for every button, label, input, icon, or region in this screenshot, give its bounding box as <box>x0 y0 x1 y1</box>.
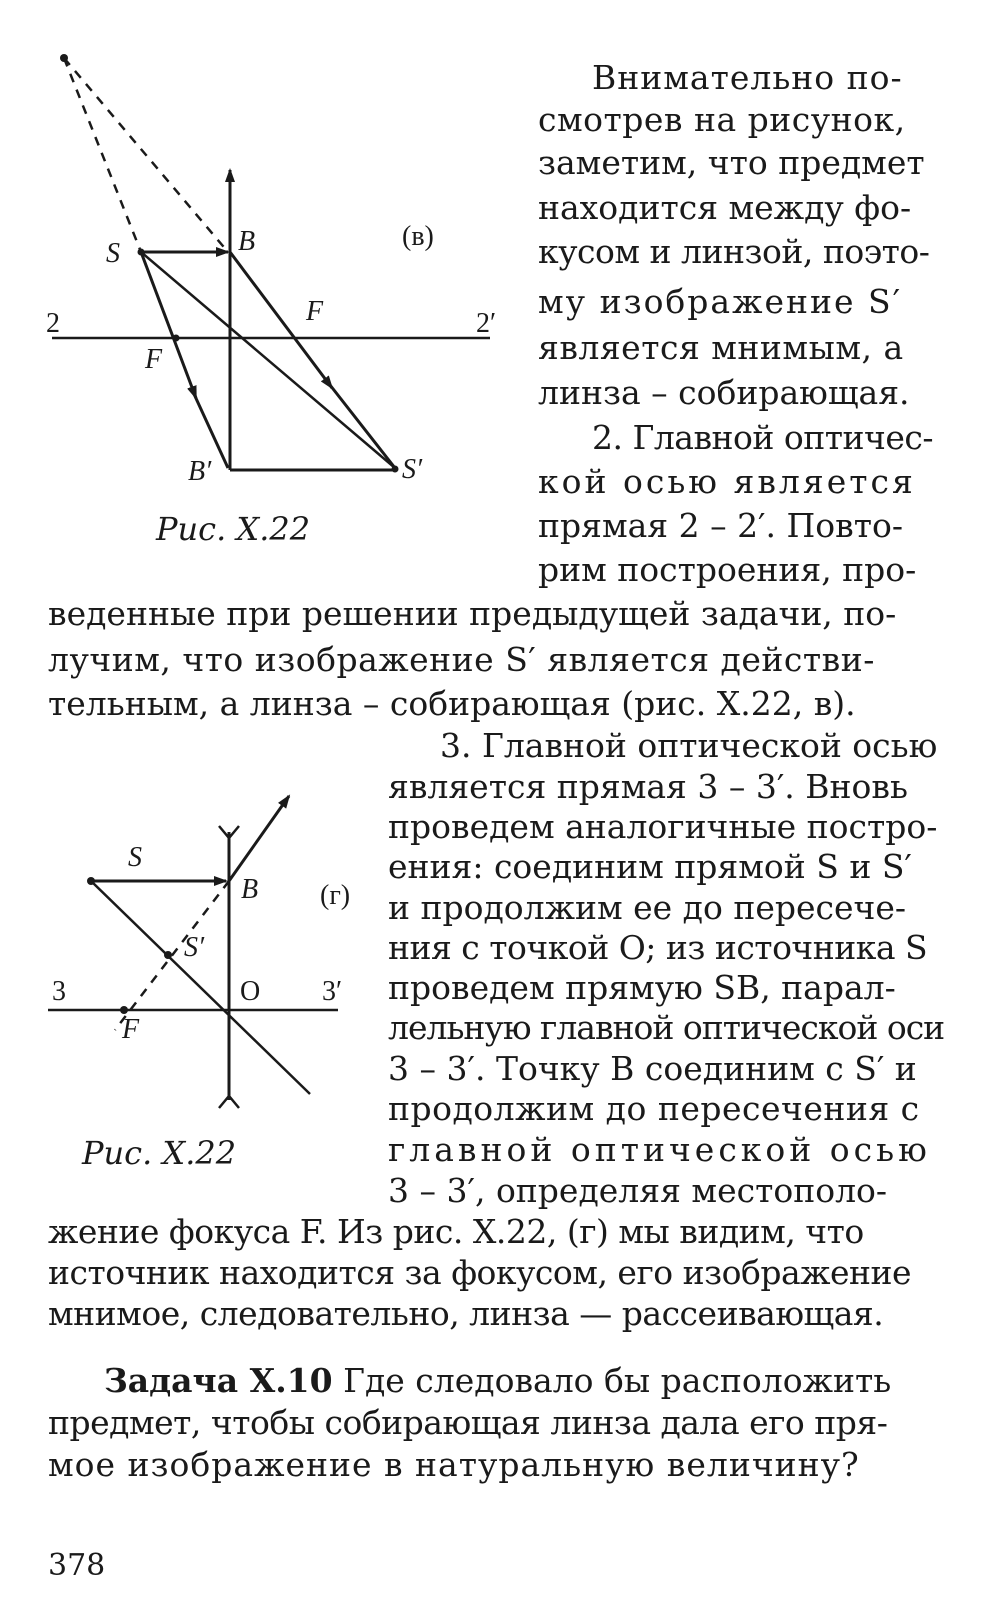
para2-line-7: тельным, а линза – собирающая (рис. X.22, в). <box>48 684 856 723</box>
point-Sprime-g <box>164 951 172 959</box>
para1-line-3: заметим, что предмет <box>538 143 925 182</box>
para1-line-2: смотрев на рисунок, <box>538 100 906 139</box>
task-line-2: предмет, чтобы собирающая линза дала его пря- <box>48 1403 888 1442</box>
para3-line-9: 3 – 3′. Точку B соединим с S′ и <box>388 1049 917 1088</box>
label-B-g: B <box>241 874 259 905</box>
label-F-g: F <box>122 1014 140 1045</box>
para2-line-3: прямая 2 – 2′. Повто- <box>538 506 904 545</box>
dashed-B-F <box>115 881 229 1030</box>
label-axis-2: 2 <box>46 308 60 339</box>
label-S: S <box>106 238 120 269</box>
figure-v-caption: Рис. X.22 <box>156 510 311 548</box>
para3-line-12: 3 – 3′, определяя местополо- <box>388 1171 888 1210</box>
task-text-1: Где следовало бы расположить <box>343 1361 892 1400</box>
para1-line-1: Внимательно по- <box>592 58 903 97</box>
label-Sprime: S′ <box>402 454 423 485</box>
para3-line-5: и продолжим ее до пересече- <box>388 888 907 927</box>
task-line-3: мое изображение в натуральную величину? <box>48 1445 860 1484</box>
para3-line-11: главной оптической осью <box>388 1130 931 1169</box>
para2-line-6: лучим, что изображение S′ является действи- <box>48 640 875 679</box>
label-axis-2prime: 2′ <box>476 308 497 339</box>
para2-line-2: кой осью является <box>538 462 916 501</box>
para3-line-6: ния с точкой О; из источника S <box>388 928 928 967</box>
label-F-lower: F <box>145 344 163 375</box>
para3-line-15: мнимое, следовательно, линза — рассеивающая. <box>48 1294 884 1333</box>
label-axis-3: 3 <box>52 976 66 1007</box>
label-S-g: S <box>128 842 142 873</box>
para1-line-5: кусом и линзой, поэто- <box>538 232 930 271</box>
ray-S-O <box>91 881 310 1094</box>
label-B: B <box>238 226 256 257</box>
para3-line-4: ения: соединим прямой S и S′ <box>388 847 912 886</box>
para3-line-1: 3. Главной оптической осью <box>440 726 938 765</box>
para3-line-13: жение фокуса F. Из рис. X.22, (г) мы видим, что <box>48 1212 864 1251</box>
page-number: 378 <box>48 1548 106 1583</box>
para3-line-10: продолжим до пересечения с <box>388 1089 920 1128</box>
para1-line-4: находится между фо- <box>538 188 912 227</box>
ray-B-out <box>229 796 289 881</box>
figure-v-label: (в) <box>402 221 434 252</box>
para3-line-2: является прямая 3 – 3′. Вновь <box>388 767 908 806</box>
label-Bprime: B′ <box>188 456 212 487</box>
para3-line-14: источник находится за фокусом, его изображение <box>48 1253 912 1292</box>
para2-line-1: 2. Главной оптичес- <box>592 418 933 457</box>
lens-bottom-tip <box>219 1096 239 1108</box>
point-S-g <box>87 877 95 885</box>
para1-line-6: му изображение S′ <box>538 282 903 321</box>
para1-line-7: является мнимым, а <box>538 328 904 367</box>
para3-line-8: лельную главной оптической оси <box>388 1008 945 1047</box>
figure-g-caption: Рис. X.22 <box>82 1134 237 1172</box>
para2-line-4: рим построения, про- <box>538 550 917 589</box>
point-F-g <box>120 1006 128 1014</box>
figure-g-label: (г) <box>320 880 351 911</box>
para1-line-8: линза – собирающая. <box>538 373 910 412</box>
label-axis-3prime: 3′ <box>322 976 343 1007</box>
label-F-upper: F <box>306 296 324 327</box>
label-O: O <box>240 976 261 1007</box>
label-Sprime-g: S′ <box>184 932 205 963</box>
para3-line-7: проведем прямую SB, парал- <box>388 968 896 1007</box>
task-line-1 <box>104 1361 891 1401</box>
para3-line-3: проведем аналогичные постро- <box>388 807 938 846</box>
para2-line-5: веденные при решении предыдущей задачи, по- <box>48 594 897 633</box>
task-title: Задача X.10 <box>104 1361 333 1400</box>
